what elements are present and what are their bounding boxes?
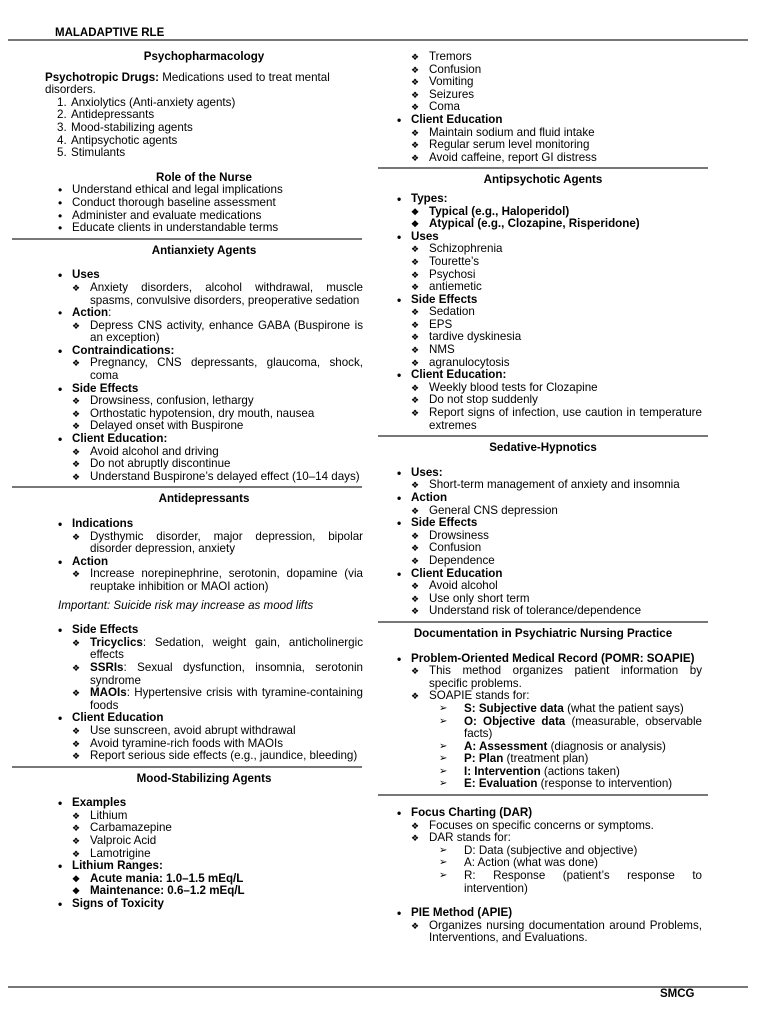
list-heading: • Examples xyxy=(45,797,363,810)
list-item: ❖ Tremors xyxy=(384,51,702,64)
list-item: ❖ Schizophrenia xyxy=(384,243,702,256)
list-item: ➢ O: Objective data (measurable, observable facts) xyxy=(384,716,702,741)
list-item: ❖ Use sunscreen, avoid abrupt withdrawal xyxy=(45,725,363,738)
list-item: ❖ Vomiting xyxy=(384,76,702,89)
list-item: ➢ A: Assessment (diagnosis or analysis) xyxy=(384,741,702,754)
list-item: ❖ Maintain sodium and fluid intake xyxy=(384,127,702,140)
list-item: ❖ Confusion xyxy=(384,542,702,555)
section-divider xyxy=(12,238,362,240)
list-heading: • Client Education xyxy=(384,568,702,581)
right-column xyxy=(384,51,702,945)
section-title-role: Role of the Nurse xyxy=(156,170,252,184)
list-item: ➢ R: Response (patient’s response to intervention) xyxy=(384,870,702,895)
list-item: ❖ Focuses on specific concerns or symptoms. xyxy=(384,820,702,833)
list-heading: • Uses xyxy=(384,231,702,244)
list-heading: • Focus Charting (DAR) xyxy=(384,807,702,820)
section-title-antidepressants: Antidepressants xyxy=(158,492,250,506)
list-item: ❖ Lamotrigine xyxy=(45,848,363,861)
list-item: ❖ Typical (e.g., Haloperidol) xyxy=(384,206,702,219)
list-item: ❖ Report serious side effects (e.g., jaundice, bleeding) xyxy=(45,750,363,763)
page-footer: SMCG xyxy=(660,988,695,1000)
list-item: ❖ MAOIs: Hypertensive crisis with tyramine-containing foods xyxy=(45,687,363,712)
list-item: ➢ E: Evaluation (response to intervention) xyxy=(384,778,702,791)
list-item: ❖ Carbamazepine xyxy=(45,822,363,835)
list-heading: • Problem-Oriented Medical Record (POMR: SOAPIE) xyxy=(384,653,702,666)
list-heading: • Side Effects xyxy=(45,624,363,637)
list-item: ❖ SOAPIE stands for: xyxy=(384,690,702,703)
list-item: ❖ tardive dyskinesia xyxy=(384,331,702,344)
list-item: ❖ Drowsiness, confusion, lethargy xyxy=(45,395,363,408)
list-item: • Administer and evaluate medications xyxy=(45,210,363,223)
list-heading: • Client Education: xyxy=(45,433,363,446)
list-item: ❖ Do not stop suddenly xyxy=(384,394,702,407)
section-divider xyxy=(378,435,708,437)
intro-text: Medications used to treat mental disorders. xyxy=(45,70,330,97)
list-heading: • Side Effects xyxy=(384,517,702,530)
list-item: ❖ Seizures xyxy=(384,89,702,102)
list-heading: • Contraindications: xyxy=(45,345,363,358)
list-item: ❖ Maintenance: 0.6–1.2 mEq/L xyxy=(45,885,363,898)
list-heading: • Client Education: xyxy=(384,369,702,382)
list-item: 4. Antipsychotic agents xyxy=(57,133,178,147)
list-heading: • Side Effects xyxy=(384,294,702,307)
list-item: ❖ Delayed onset with Buspirone xyxy=(45,420,363,433)
page-header: MALADAPTIVE RLE xyxy=(55,27,165,39)
section-title-antianxiety: Antianxiety Agents xyxy=(151,243,257,257)
list-item: ❖ Use only short term xyxy=(384,593,702,606)
section-divider xyxy=(12,766,362,768)
list-item: ❖ Avoid alcohol xyxy=(384,580,702,593)
list-heading: • Uses: xyxy=(384,467,702,480)
list-item: ❖ Avoid alcohol and driving xyxy=(45,446,363,459)
list-item: ❖ Dysthymic disorder, major depression, bipolar disorder depression, anxiety xyxy=(45,531,363,556)
list-item: ➢ P: Plan (treatment plan) xyxy=(384,753,702,766)
section-divider xyxy=(378,167,708,169)
list-item: ❖ Atypical (e.g., Clozapine, Risperidone) xyxy=(384,218,702,231)
section-title-mood-stabilizing: Mood-Stabilizing Agents xyxy=(136,771,272,785)
list-heading: • Client Education xyxy=(384,114,702,127)
list-item: ❖ EPS xyxy=(384,319,702,332)
list-item: ❖ Increase norepinephrine, serotonin, dopamine (via reuptake inhibition or MAOI action) xyxy=(45,568,363,593)
list-item: ❖ agranulocytosis xyxy=(384,357,702,370)
list-item: • Conduct thorough baseline assessment xyxy=(45,197,363,210)
list-item: ❖ Coma xyxy=(384,101,702,114)
list-item: ❖ Depress CNS activity, enhance GABA (Buspirone is an exception) xyxy=(45,320,363,345)
intro-bold: Psychotropic Drugs: xyxy=(45,70,160,84)
list-item: ➢ A: Action (what was done) xyxy=(384,857,702,870)
list-item: • Educate clients in understandable terms xyxy=(45,222,363,235)
list-item: ❖ NMS xyxy=(384,344,702,357)
list-heading: • Action xyxy=(45,556,363,569)
list-item: ❖ Regular serum level monitoring xyxy=(384,139,702,152)
list-item: ❖ Tourette’s xyxy=(384,256,702,269)
list-item: ❖ Psychosi xyxy=(384,269,702,282)
list-item: ❖ Avoid caffeine, report GI distress xyxy=(384,152,702,165)
list-item: ❖ Anxiety disorders, alcohol withdrawal, muscle spasms, convulsive disorders, preoperative sedation xyxy=(45,282,363,307)
list-heading: • Side Effects xyxy=(45,383,363,396)
list-item: 3. Mood-stabilizing agents xyxy=(57,120,193,134)
list-item: ❖ Short-term management of anxiety and insomnia xyxy=(384,479,702,492)
footer-rule xyxy=(8,986,748,988)
section-divider xyxy=(378,621,708,623)
section-title-psychopharmacology: Psychopharmacology xyxy=(143,50,265,63)
list-item: ❖ Weekly blood tests for Clozapine xyxy=(384,382,702,395)
left-column xyxy=(45,51,363,911)
list-heading: • PIE Method (APIE) xyxy=(384,907,702,920)
list-item: ❖ Organizes nursing documentation around Problems, Interventions, and Evaluations. xyxy=(384,920,702,945)
list-item: ❖ Sedation xyxy=(384,306,702,319)
list-item: 5. Stimulants xyxy=(57,146,126,160)
list-heading: • Lithium Ranges: xyxy=(45,860,363,873)
list-heading: • Action xyxy=(384,492,702,505)
section-title-antipsychotic: Antipsychotic Agents xyxy=(483,173,603,187)
list-item: ❖ SSRIs: Sexual dysfunction, insomnia, serotonin syndrome xyxy=(45,662,363,687)
list-item: ❖ This method organizes patient information by specific problems. xyxy=(384,665,702,690)
list-heading: • Action: xyxy=(45,307,363,320)
list-item: ❖ Drowsiness xyxy=(384,530,702,543)
intro-paragraph xyxy=(45,72,363,97)
list-item: ❖ Confusion xyxy=(384,64,702,77)
section-divider xyxy=(378,794,708,796)
list-item: ❖ Acute mania: 1.0–1.5 mEq/L xyxy=(45,873,363,886)
important-note: Important: Suicide risk may increase as mood lifts xyxy=(58,598,314,612)
list-item: 1. Anxiolytics (Anti-anxiety agents) xyxy=(57,95,236,109)
list-heading: • Client Education xyxy=(45,712,363,725)
list-item: ❖ Understand Buspirone’s delayed effect (10–14 days) xyxy=(45,471,363,484)
list-item: 2. Antidepressants xyxy=(57,108,155,122)
list-item: • Understand ethical and legal implications xyxy=(45,184,363,197)
list-heading: • Types: xyxy=(384,193,702,206)
list-item: ❖ antiemetic xyxy=(384,281,702,294)
list-item: ❖ Valproic Acid xyxy=(45,835,363,848)
section-title-sedative-hypnotics: Sedative-Hypnotics xyxy=(489,441,597,455)
list-item: ❖ Report signs of infection, use caution in temperature extremes xyxy=(384,407,702,432)
list-item: ❖ Avoid tyramine-rich foods with MAOIs xyxy=(45,738,363,751)
list-item: ❖ DAR stands for: xyxy=(384,832,702,845)
list-item: ❖ Do not abruptly discontinue xyxy=(45,458,363,471)
section-title-documentation: Documentation in Psychiatric Nursing Practice xyxy=(413,626,673,640)
list-item: ❖ Tricyclics: Sedation, weight gain, anticholinergic effects xyxy=(45,637,363,662)
list-item: ❖ Understand risk of tolerance/dependence xyxy=(384,605,702,618)
header-rule xyxy=(8,39,748,41)
list-heading: • Indications xyxy=(45,518,363,531)
list-item: ❖ General CNS depression xyxy=(384,505,702,518)
list-item: ❖ Orthostatic hypotension, dry mouth, nausea xyxy=(45,408,363,421)
list-item: ❖ Dependence xyxy=(384,555,702,568)
list-item: ➢ S: Subjective data (what the patient says) xyxy=(384,703,702,716)
drug-class-list xyxy=(45,97,363,160)
list-item: ➢ I: Intervention (actions taken) xyxy=(384,766,702,779)
section-divider xyxy=(12,486,362,488)
list-item: ➢ D: Data (subjective and objective) xyxy=(384,845,702,858)
list-heading: • Uses xyxy=(45,269,363,282)
list-item: ❖ Pregnancy, CNS depressants, glaucoma, shock, coma xyxy=(45,357,363,382)
list-item: ❖ Lithium xyxy=(45,810,363,823)
list-heading: • Signs of Toxicity xyxy=(45,898,363,911)
